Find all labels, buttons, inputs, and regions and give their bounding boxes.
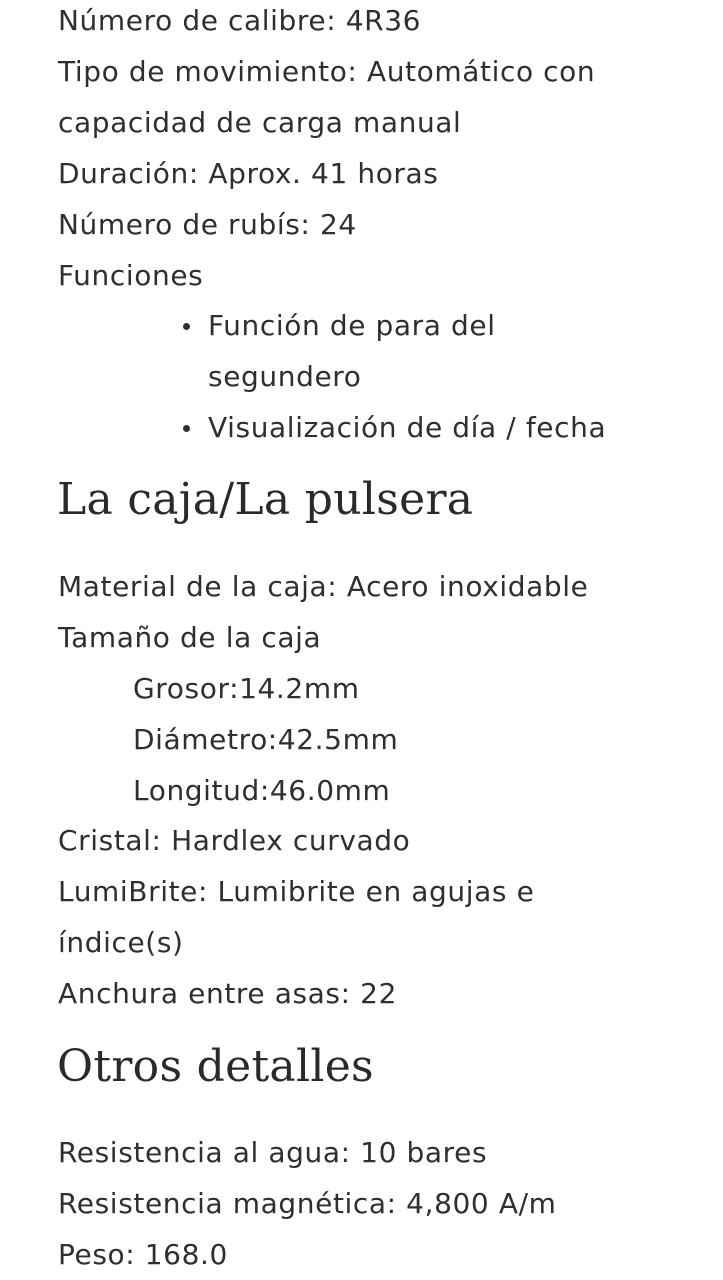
function-item: Función de para del — [208, 309, 496, 342]
case-length: Longitud:46.0mm — [133, 774, 391, 807]
weight: Peso: 168.0 — [58, 1238, 228, 1271]
caliber-number: Número de calibre: 4R36 — [58, 4, 422, 37]
function-item: Visualización de día / fecha — [208, 411, 607, 444]
bullet-icon — [183, 323, 190, 330]
magnetic-resistance: Resistencia magnética: 4,800 A/m — [58, 1187, 557, 1220]
case-heading: La caja/La pulsera — [57, 474, 474, 525]
power-reserve: Duración: Aprox. 41 horas — [58, 157, 439, 190]
case-material: Material de la caja: Acero inoxidable — [58, 570, 589, 603]
other-heading: Otros detalles — [57, 1041, 374, 1092]
function-item-cont: segundero — [208, 360, 362, 393]
lumibrite-cont: índice(s) — [58, 926, 184, 959]
case-thickness: Grosor:14.2mm — [133, 672, 360, 705]
lumibrite: LumiBrite: Lumibrite en agujas e — [58, 875, 535, 908]
movement-type-cont: capacidad de carga manual — [58, 106, 462, 139]
water-resistance: Resistencia al agua: 10 bares — [58, 1136, 488, 1169]
case-diameter: Diámetro:42.5mm — [133, 723, 399, 756]
movement-type: Tipo de movimiento: Automático con — [58, 55, 596, 88]
crystal: Cristal: Hardlex curvado — [58, 824, 411, 857]
functions-label: Funciones — [58, 259, 204, 292]
bullet-icon — [183, 425, 190, 432]
case-size-label: Tamaño de la caja — [58, 621, 322, 654]
lug-width: Anchura entre asas: 22 — [58, 977, 397, 1010]
jewel-count: Número de rubís: 24 — [58, 208, 357, 241]
